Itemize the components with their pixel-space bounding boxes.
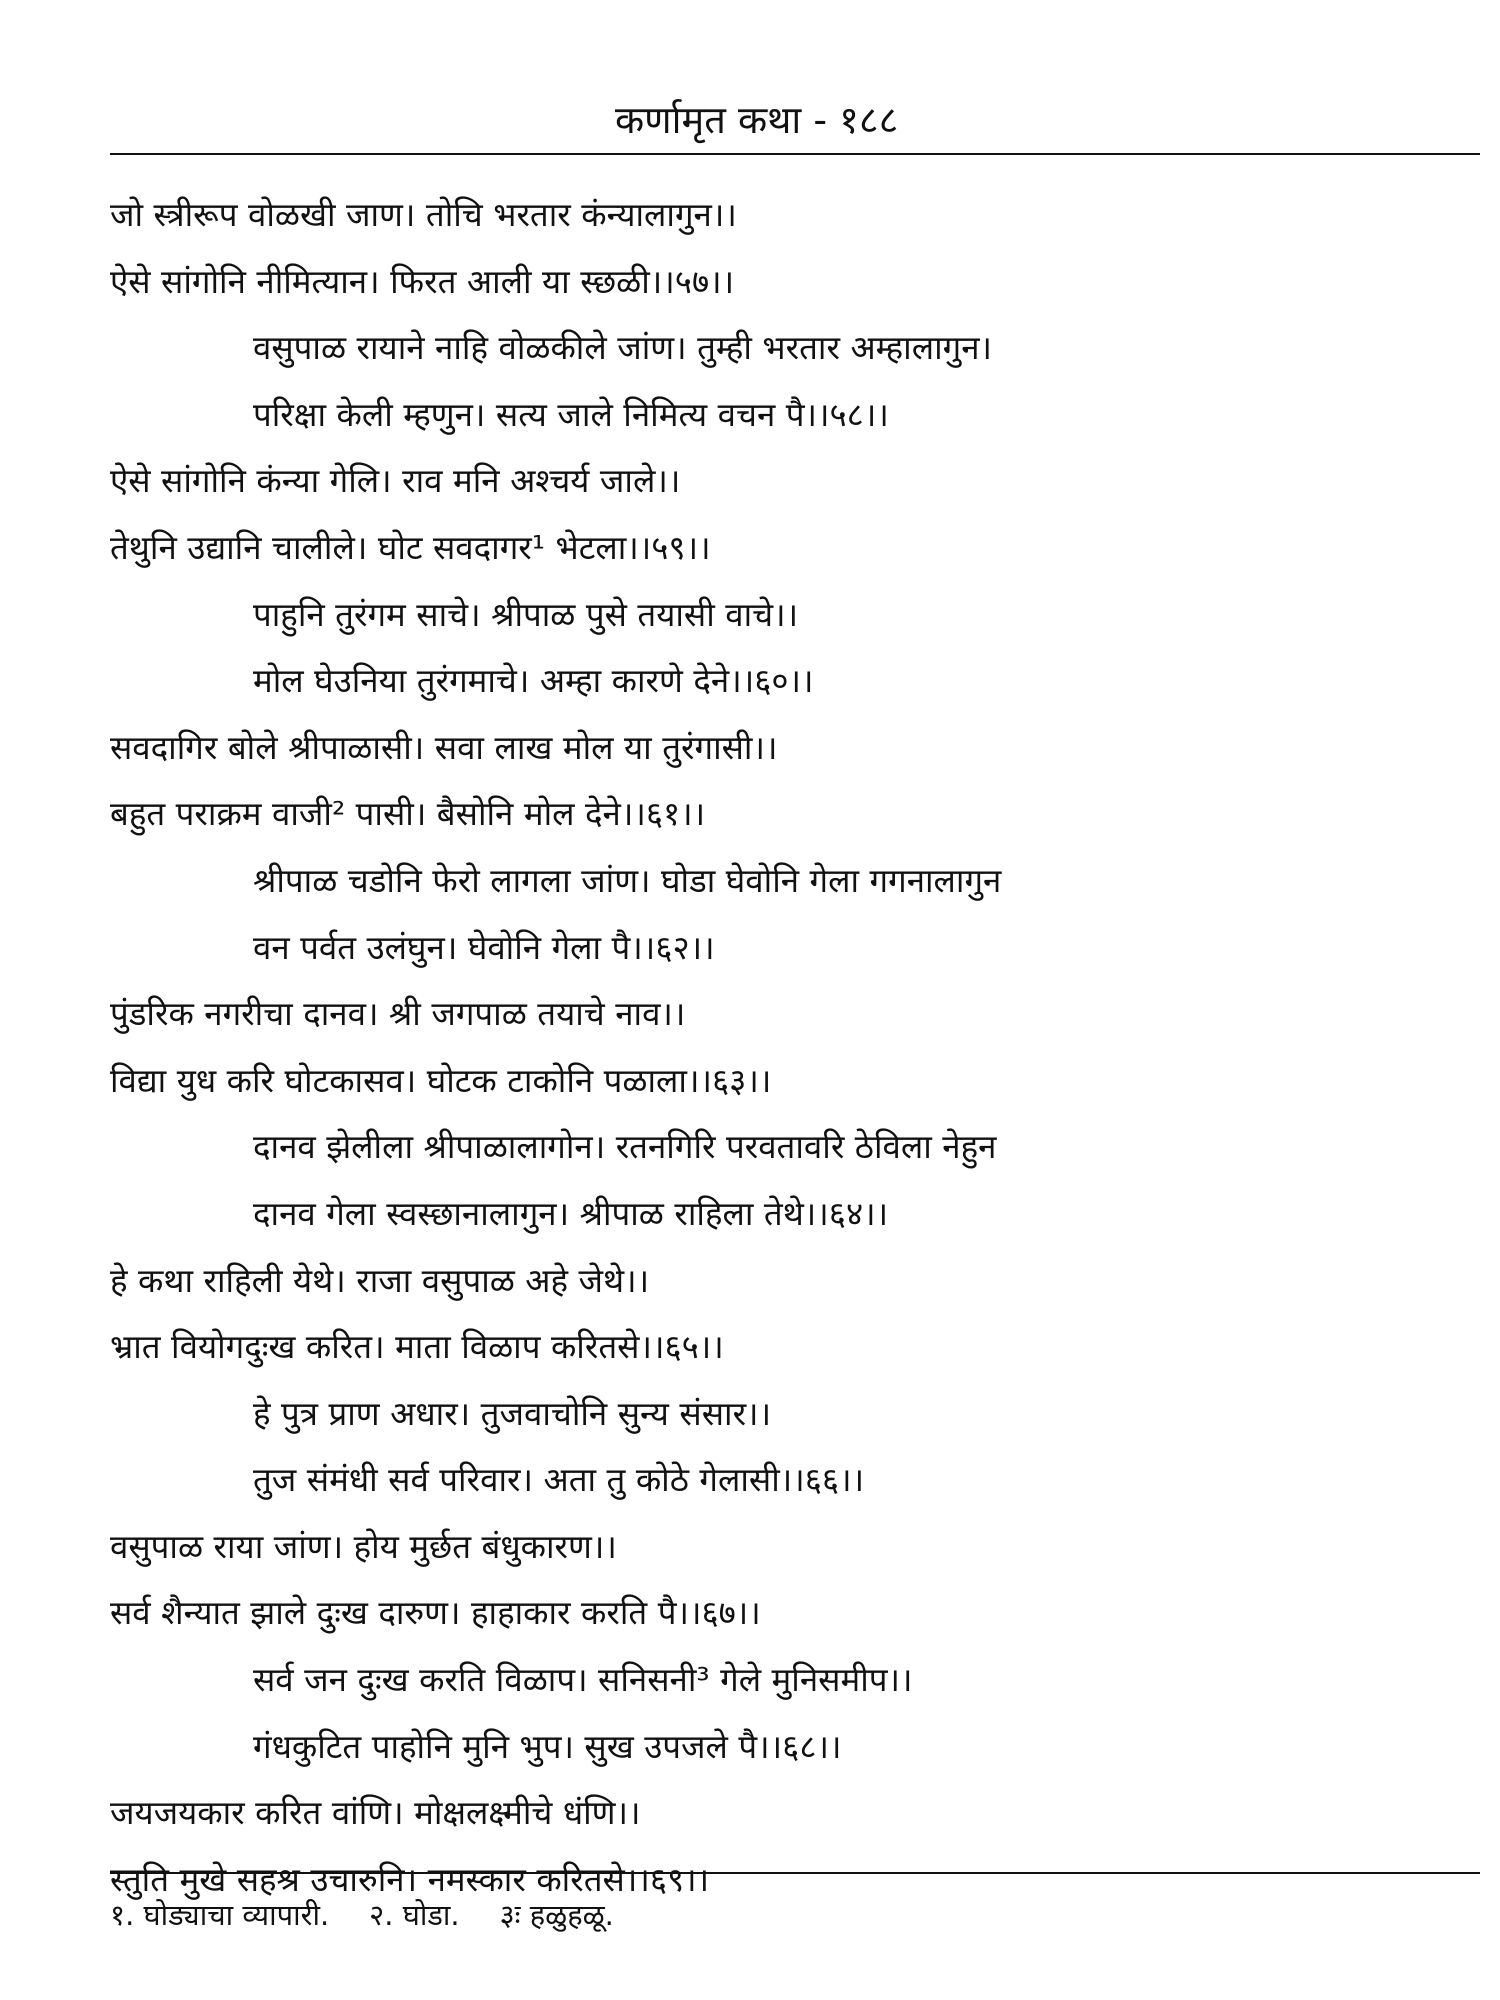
verse-line: दानव झेलीला श्रीपाळालागोन। रतनगिरि परवतावरि ठेविला नेहुन bbox=[253, 1127, 997, 1167]
verse-line: हे कथा राहिली येथे। राजा वसुपाळ अहे जेथे।। bbox=[110, 1260, 650, 1300]
footnotes bbox=[110, 1893, 1480, 1937]
verse-line: स्तुति मुखे सहश्र उचारुनि। नमस्कार करितसे।।६९।। bbox=[110, 1859, 710, 1899]
verse-line: वसुपाळ रायाने नाहि वोळकीले जांण। तुम्ही भरतार अम्हालागुन। bbox=[253, 328, 993, 368]
verse-line: ऐसे सांगोनि नीमित्यान। फिरत आली या स्छळी।।५७।। bbox=[110, 261, 735, 301]
page-title: कर्णामृत कथा - १८८ bbox=[615, 98, 899, 142]
verse-line: ऐसे सांगोनि कंन्या गेलि। राव मनि अश्चर्य जाले।। bbox=[110, 461, 681, 501]
verse-line: मोल घेउनिया तुरंगमाचे। अम्हा कारणे देने।।६०।। bbox=[253, 661, 814, 701]
verse-line: भ्रात वियोगदुःख करित। माता विळाप करितसे।।६५।। bbox=[110, 1327, 724, 1367]
footnote-1: १. घोड्याचा व्यापारी. bbox=[110, 1898, 330, 1932]
verse-line: परिक्षा केली म्हणुन। सत्य जाले निमित्य वचन पै।।५८।। bbox=[253, 394, 889, 434]
verse-line: सर्व जन दुःख करति विळाप। सनिसनी³ गेले मुनिसमीप।। bbox=[253, 1660, 913, 1700]
verse-line: विद्या युध करि घोटकासव। घोटक टाकोनि पळाला।।६३।। bbox=[110, 1060, 772, 1100]
footnote-2: २. घोडा. bbox=[369, 1898, 460, 1932]
verse-line: जयजयकार करित वांणि। मोक्षलक्ष्मीचे धंणि।। bbox=[110, 1793, 641, 1833]
verse-line: पाहुनि तुरंगम साचे। श्रीपाळ पुसे तयासी वाचे।। bbox=[253, 594, 799, 634]
verse-line: सर्व शैन्यात झाले दुःख दारुण। हाहाकार करति पै।।६७।। bbox=[110, 1593, 761, 1633]
verse-list bbox=[110, 182, 1480, 1913]
verse-line: जो स्त्रीरूप वोळखी जाण। तोचि भरतार कंन्यालागुन।। bbox=[110, 195, 737, 234]
verse-line: श्रीपाळ चडोनि फेरो लागला जांण। घोडा घेवोनि गेला गगनालागुन bbox=[253, 860, 1002, 900]
verse-line: तेथुनि उद्यानि चालीले। घोट सवदागर¹ भेटला।।५९।। bbox=[110, 527, 711, 567]
footnote-3: ३ः हळुहळू. bbox=[499, 1898, 614, 1932]
verse-line: तुज संमंधी सर्व परिवार। अता तु कोठे गेलासी।।६६।। bbox=[253, 1460, 865, 1500]
verse-line: पुंडरिक नगरीचा दानव। श्री जगपाळ तयाचे नाव।। bbox=[110, 994, 686, 1034]
verse-line: गंधकुटित पाहोनि मुनि भुप। सुख उपजले पै।।६८।। bbox=[253, 1726, 842, 1766]
verse-line: दानव गेला स्वस्छानालागुन। श्रीपाळ राहिला तेथे।।६४।। bbox=[253, 1193, 889, 1233]
verse-line: वन पर्वत उलंघुन। घेवोनि गेला पै।।६२।। bbox=[253, 927, 715, 967]
verse-line: सवदागिर बोले श्रीपाळासी। सवा लाख मोल या तुरंगासी।। bbox=[110, 727, 778, 767]
header-rule bbox=[110, 153, 1480, 155]
verse-line: वसुपाळ राया जांण। होय मुर्छत बंधुकारण।। bbox=[110, 1526, 617, 1566]
verse-line: हे पुत्र प्राण अधार। तुजवाचोनि सुन्य संसार।। bbox=[253, 1393, 772, 1433]
page-header bbox=[110, 95, 1480, 155]
footnote-rule bbox=[110, 1872, 1480, 1874]
verse-line: बहुत पराक्रम वाजी² पासी। बैसोनि मोल देने।।६१।। bbox=[110, 794, 706, 834]
